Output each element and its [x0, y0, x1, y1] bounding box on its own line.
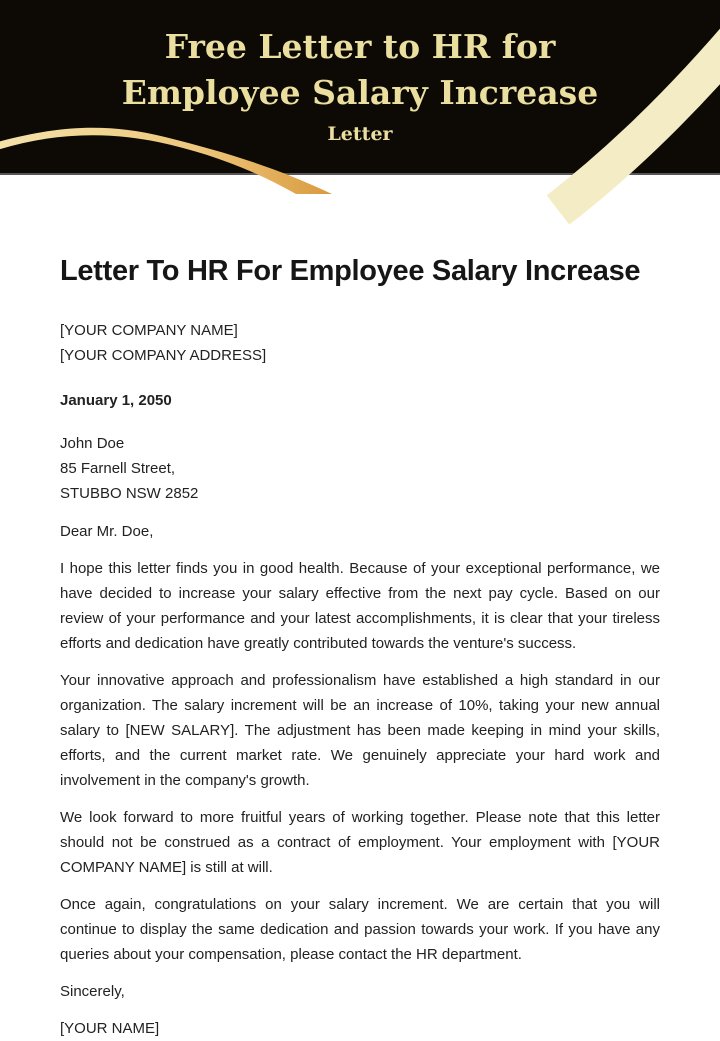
- company-name-placeholder: [YOUR COMPANY NAME]: [60, 322, 238, 339]
- banner-title: Free Letter to HR for Employee Salary Increase: [121, 27, 599, 112]
- company-address-placeholder: [YOUR COMPANY ADDRESS]: [60, 347, 267, 364]
- signature-placeholder: [YOUR NAME]: [60, 1020, 160, 1037]
- paragraph-increment-details: Your innovative approach and professionalism have established a high standard in our organization. The salary increment will be an increase of 10%, taking your new annual salary to [NEW SALARY]. The adjustment has been made keeping in mind your skills, efforts, and the current market rate. We genuinely appreciate your hard work and involvement in the company's growth.: [60, 672, 660, 789]
- company-block: [60, 318, 660, 368]
- closing: Sincerely,: [60, 983, 125, 1000]
- banner-subtitle: Letter: [327, 123, 393, 146]
- recipient-name: John Doe: [60, 435, 125, 452]
- paragraph-employment-note: We look forward to more fruitful years of working together. Please note that this letter should not be construed as a contract of employment. Your employment with [YOUR COMPANY NAME] is still at will.: [60, 809, 660, 876]
- banner: [0, 0, 720, 175]
- recipient-address-line1: 85 Farnell Street,: [60, 460, 176, 477]
- paragraph-performance: I hope this letter finds you in good health. Because of your exceptional performance, we have decided to increase your salary effective from the next pay cycle. Based on our review of your performance and your latest accomplishments, it is clear that your tireless efforts and dedication have greatly contributed towards the venture's success.: [60, 560, 660, 652]
- banner-text: [0, 0, 720, 145]
- recipient-address-line2: STUBBO NSW 2852: [60, 485, 199, 502]
- recipient-block: [60, 431, 660, 506]
- letter-heading: Letter To HR For Employee Salary Increase: [60, 255, 641, 287]
- salutation: Dear Mr. Doe,: [60, 523, 154, 540]
- letter-document: [0, 175, 720, 1041]
- letter-date: January 1, 2050: [60, 392, 172, 409]
- paragraph-congratulations: Once again, congratulations on your salary increment. We are certain that you will continue to display the same dedication and passion towards your work. If you have any queries about your compensation, please contact the HR department.: [60, 896, 660, 963]
